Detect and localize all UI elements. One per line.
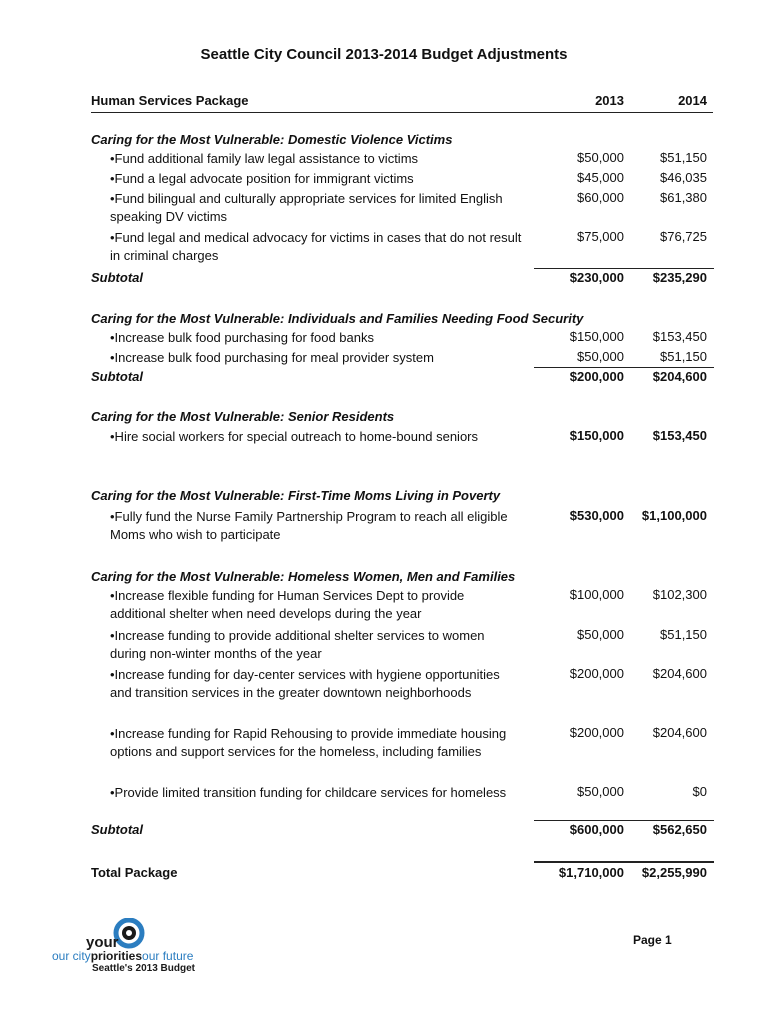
- subtotal-rule: [534, 367, 714, 368]
- value-2013: $75,000: [577, 229, 624, 244]
- budget-logo: [52, 918, 212, 978]
- item-description: •Increase bulk food purchasing for meal provider system: [110, 350, 434, 365]
- value-2013: $100,000: [569, 587, 624, 602]
- total-rule: [534, 861, 714, 863]
- section-heading: Caring for the Most Vulnerable: First-Time Moms Living in Poverty: [91, 488, 501, 503]
- value-2014: $46,035: [660, 170, 707, 185]
- subtotal-2013: $600,000: [569, 822, 624, 837]
- subtotal-2013: $230,000: [569, 270, 624, 285]
- subtotal-label: Subtotal: [91, 822, 143, 837]
- section-heading: Caring for the Most Vulnerable: Homeless Women, Men and Families: [91, 569, 516, 584]
- table-header: [91, 92, 713, 113]
- value-2013: $50,000: [577, 784, 624, 799]
- value-2014: $51,150: [660, 627, 707, 642]
- item-description: •Fully fund the Nurse Family Partnership Program to reach all eligible Moms who wish to participate: [110, 509, 508, 542]
- subtotal-rule: [534, 268, 714, 269]
- total-2014: $2,255,990: [641, 865, 707, 880]
- logo-your: your: [86, 934, 119, 951]
- item-description: •Increase funding to provide additional shelter services to women during non-winter months of the year: [110, 628, 485, 661]
- value-2013: $200,000: [569, 725, 624, 740]
- item-description: •Increase flexible funding for Human Services Dept to provide additional shelter when need develops during the year: [110, 588, 465, 621]
- item-description: •Increase funding for day-center services with hygiene opportunities and transition services in the greater downtown neighborhoods: [110, 667, 500, 700]
- section-heading: Caring for the Most Vulnerable: Senior Residents: [91, 409, 395, 424]
- value-2013: $50,000: [577, 150, 624, 165]
- value-2014: $0: [692, 784, 707, 799]
- section-heading: Caring for the Most Vulnerable: Individuals and Families Needing Food Security: [91, 311, 584, 326]
- value-2013: $50,000: [577, 627, 624, 642]
- value-2013: $60,000: [577, 190, 624, 205]
- value-2014: $76,725: [660, 229, 707, 244]
- page-number: Page 1: [633, 933, 672, 947]
- value-2014: $102,300: [652, 587, 707, 602]
- value-2013: $530,000: [569, 508, 624, 523]
- value-2013: $200,000: [569, 666, 624, 681]
- item-description: •Increase bulk food purchasing for food banks: [110, 330, 374, 345]
- logo-subtitle: Seattle's 2013 Budget: [92, 963, 195, 974]
- value-2014: $61,380: [660, 190, 707, 205]
- item-description: •Fund additional family law legal assistance to victims: [110, 151, 419, 166]
- header-col-2013: 2013: [595, 93, 624, 108]
- value-2013: $45,000: [577, 170, 624, 185]
- value-2014: $153,450: [652, 329, 707, 344]
- section-heading: Caring for the Most Vulnerable: Domestic Violence Victims: [91, 132, 453, 147]
- total-2013: $1,710,000: [558, 865, 624, 880]
- logo-tagline: our cityprioritiesour future: [52, 949, 194, 963]
- subtotal-2013: $200,000: [569, 369, 624, 384]
- value-2014: $51,150: [660, 150, 707, 165]
- total-label: Total Package: [91, 865, 178, 880]
- value-2014: $51,150: [660, 349, 707, 364]
- header-label: Human Services Package: [91, 93, 249, 108]
- item-description: •Fund legal and medical advocacy for victims in cases that do not result in criminal charges: [110, 230, 522, 263]
- item-description: •Increase funding for Rapid Rehousing to provide immediate housing options and support services for the homeless, including families: [110, 726, 507, 759]
- page-title: Seattle City Council 2013-2014 Budget Adjustments: [200, 46, 568, 63]
- value-2013: $50,000: [577, 349, 624, 364]
- value-2013: $150,000: [569, 428, 624, 443]
- item-description: •Hire social workers for special outreach to home-bound seniors: [110, 429, 478, 444]
- subtotal-label: Subtotal: [91, 369, 143, 384]
- item-description: •Fund bilingual and culturally appropriate services for limited English speaking DV victims: [110, 191, 503, 224]
- value-2014: $153,450: [652, 428, 707, 443]
- item-description: •Fund a legal advocate position for immigrant victims: [110, 171, 414, 186]
- value-2014: $204,600: [652, 725, 707, 740]
- value-2013: $150,000: [569, 329, 624, 344]
- subtotal-rule: [534, 820, 714, 821]
- subtotal-label: Subtotal: [91, 270, 143, 285]
- value-2014: $1,100,000: [641, 508, 707, 523]
- subtotal-2014: $204,600: [652, 369, 707, 384]
- value-2014: $204,600: [652, 666, 707, 681]
- subtotal-2014: $562,650: [652, 822, 707, 837]
- subtotal-2014: $235,290: [652, 270, 707, 285]
- header-col-2014: 2014: [678, 93, 707, 108]
- item-description: •Provide limited transition funding for childcare services for homeless: [110, 785, 507, 800]
